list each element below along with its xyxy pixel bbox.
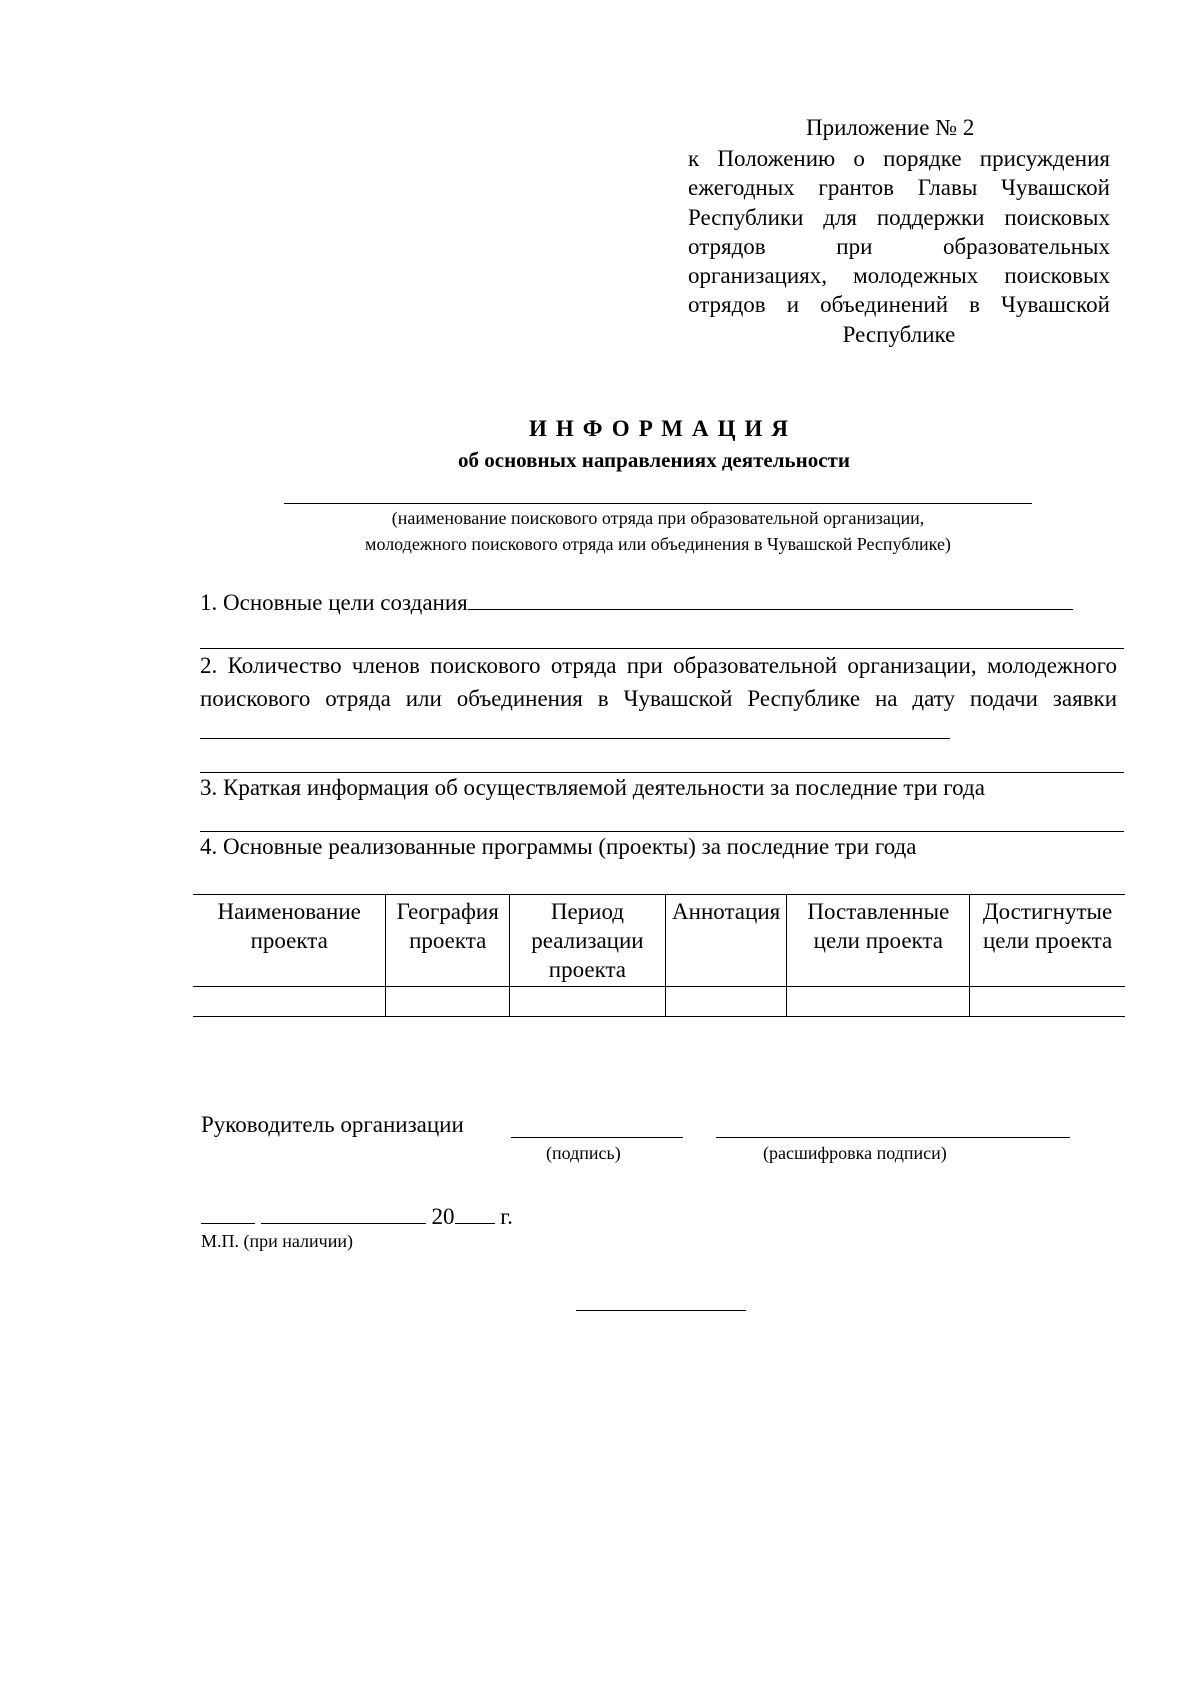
date-year-prefix: 20: [431, 1204, 455, 1229]
projects-table: [193, 894, 1125, 1017]
date-month-field[interactable]: [261, 1201, 426, 1224]
organization-name-field[interactable]: [284, 503, 1032, 504]
table-row: [193, 987, 1125, 1017]
table-cell[interactable]: [193, 987, 386, 1017]
programs-field[interactable]: [200, 831, 1124, 832]
column-header-achieved-goals: Достигнутые цели проекта: [970, 895, 1125, 987]
column-header-annotation: Аннотация: [665, 895, 787, 987]
column-header-set-goals: Поставленные цели проекта: [787, 895, 970, 987]
table-header-row: [193, 895, 1125, 987]
table-cell[interactable]: [787, 987, 970, 1017]
date-year-suffix: г.: [500, 1204, 513, 1229]
section-programs: 4. Основные реализованные программы (проекты) за последние три года: [200, 834, 917, 859]
activity-field[interactable]: [200, 772, 1124, 773]
document-subtitle: об основных направлениях деятельности: [458, 448, 850, 472]
stamp-label: М.П. (при наличии): [201, 1231, 353, 1251]
document-title: ИНФОРМАЦИЯ: [528, 416, 798, 441]
end-divider: [576, 1310, 746, 1311]
head-of-organization-label: Руководитель организации: [201, 1112, 464, 1137]
date-year-field[interactable]: [455, 1201, 495, 1224]
table-cell[interactable]: [510, 987, 666, 1017]
section-members: [200, 649, 1117, 748]
section-goals: [200, 585, 1117, 620]
goals-field[interactable]: [468, 587, 1073, 610]
members-count-field[interactable]: [200, 716, 950, 739]
table-cell[interactable]: [386, 987, 510, 1017]
section-activity: 3. Краткая информация об осуществляемой деятельности за последние три года: [200, 775, 985, 800]
appendix-title: Приложение № 2: [806, 115, 975, 140]
signature-decode-field[interactable]: [716, 1137, 1070, 1138]
signature-field[interactable]: [511, 1137, 683, 1138]
section-goals-label: 1. Основные цели создания: [200, 590, 468, 615]
organization-name-caption: молодежного поискового отряда или объединения в Чувашской Республике): [365, 534, 951, 554]
signature-decode-caption: (расшифровка подписи): [763, 1143, 947, 1163]
table-cell[interactable]: [970, 987, 1125, 1017]
column-header-geography: География проекта: [386, 895, 510, 987]
date-line: [201, 1201, 513, 1230]
column-header-project-name: Наименование проекта: [193, 895, 386, 987]
section-members-label: 2. Количество членов поискового отряда при образовательной организации, молодежного поискового отряда или объединения в Чувашской Республике на дату подачи заявки: [200, 653, 1117, 711]
column-header-period: Период реализации проекта: [510, 895, 666, 987]
signature-caption: (подпись): [546, 1143, 621, 1163]
organization-name-caption: (наименование поискового отряда при образовательной организации,: [391, 508, 925, 528]
date-day-field[interactable]: [201, 1201, 255, 1224]
appendix-text: к Положению о порядке присуждения ежегодных грантов Главы Чувашской Республики для поддержки поисковых отрядов при образовательных организациях, молодежных поисковых отрядов и объединений в Чувашской Республике: [688, 146, 1110, 347]
table-cell[interactable]: [665, 987, 787, 1017]
